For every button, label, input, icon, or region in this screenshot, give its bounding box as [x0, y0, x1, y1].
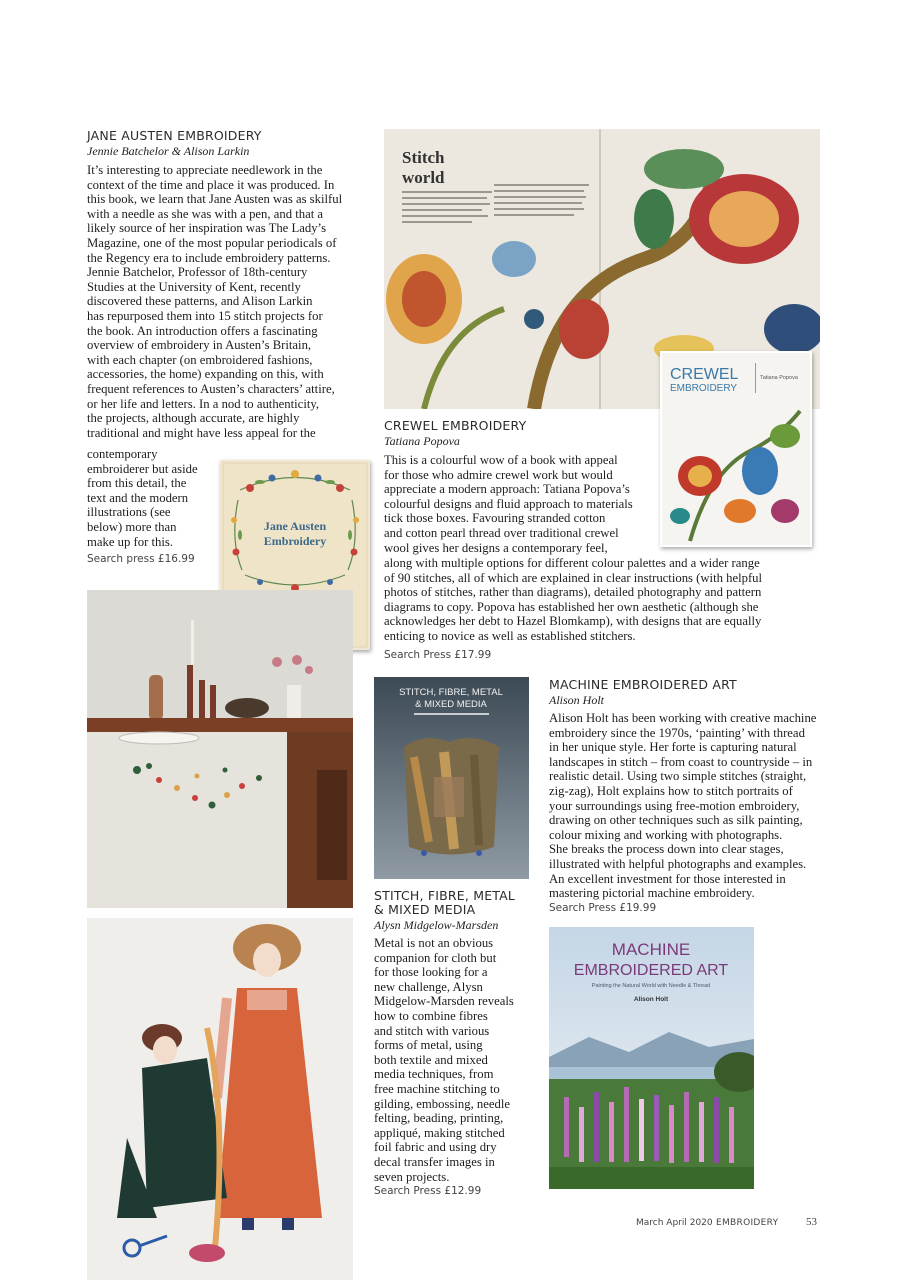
- stitch-fibre-body-line: how to combine fibres: [374, 1008, 488, 1023]
- machine-body-line: mastering pictorial machine embroidery.: [549, 886, 755, 901]
- jane-austen-body-line: Jennie Batchelor, Professor of 18th-century: [87, 265, 308, 280]
- jane-austen-body-line: It’s interesting to appreciate needlework in the: [87, 163, 323, 177]
- machine-body-line: zig-zag), Holt explains how to stitch portraits of: [549, 783, 793, 798]
- machine-cover-title-1: MACHINE: [611, 940, 691, 959]
- crewel-body-continued: [384, 556, 820, 644]
- jane-austen-body-line: embroiderer but aside: [87, 461, 198, 476]
- stitch-fibre-book-cover: [374, 677, 529, 879]
- machine-body-line: She breaks the process down into clear stages,: [549, 842, 784, 857]
- crewel-title: CREWEL EMBROIDERY: [384, 418, 527, 433]
- crewel-cover-title-1: CREWEL: [670, 366, 739, 383]
- stitch-fibre-author: Alysn Midgelow-Marsden: [374, 918, 499, 932]
- machine-price: Search Press £19.99: [549, 902, 657, 914]
- jane-austen-body-line: Studies at the University of Kent, recently: [87, 279, 301, 294]
- stitch-fibre-price: Search Press £12.99: [374, 1185, 482, 1197]
- machine-book-cover: [549, 927, 754, 1189]
- stitch-fibre-body-line: and stitch with various: [374, 1023, 490, 1038]
- machine-body-line: in her unique style. Her forte is capturing natural: [549, 740, 797, 755]
- jane-austen-body-line: Magazine, one of the most popular periodicals of: [87, 235, 337, 250]
- jane-austen-body-line: text and the modern: [87, 490, 189, 505]
- crewel-author: Tatiana Popova: [384, 434, 460, 448]
- jane-austen-body-line: the Regency era to include embroidery patterns.: [87, 250, 331, 265]
- stitch-fibre-body-line: foil fabric and using dry: [374, 1140, 497, 1155]
- jane-austen-body-line: with a needle as she was with a pen, and that a: [87, 206, 324, 221]
- jane-austen-body-continued: [87, 447, 222, 549]
- jane-austen-authors: Jennie Batchelor & Alison Larkin: [87, 144, 250, 158]
- jane-austen-body-line: discovered these patterns, and Alison Larkin: [87, 294, 313, 309]
- machine-body-line: realistic detail. Using two simple stitches (straight,: [549, 769, 807, 784]
- tablecloth-photo: [87, 590, 353, 908]
- jane-austen-body-line: contemporary: [87, 447, 158, 461]
- crewel-body-line: acknowledges her debt to Hazel Blomkamp), with designs that are equally: [384, 614, 762, 629]
- jane-austen-body-line: illustrations (see: [87, 505, 171, 520]
- machine-body-line: Alison Holt has been working with creative machine: [549, 711, 817, 725]
- jane-austen-body-line: has repurposed them into 15 stitch projects for: [87, 308, 323, 323]
- stitch-fibre-body-line: Metal is not an obvious: [374, 936, 494, 950]
- stitch-cover-title-1: STITCH, FIBRE, METAL: [399, 687, 503, 698]
- stitch-fibre-body-line: forms of metal, using: [374, 1038, 483, 1053]
- crewel-body-line: wool gives her designs a contemporary feel,: [384, 540, 608, 555]
- jane-austen-cover-title-1: Jane Austen: [263, 519, 327, 533]
- footer-issue: March April 2020: [636, 1218, 713, 1228]
- stitch-fibre-body-line: new challenge, Alysn: [374, 979, 483, 994]
- stitch-fibre-body: [374, 936, 534, 1184]
- machine-body-line: landscapes in stitch – from coast to countryside – in: [549, 754, 813, 769]
- stitch-fibre-body-line: seven projects.: [374, 1169, 450, 1184]
- jane-austen-body-line: from this detail, the: [87, 476, 187, 491]
- machine-body-line: colour mixing and working with photographs.: [549, 827, 783, 842]
- machine-cover-author: Alison Holt: [633, 996, 669, 1003]
- footer-magazine: EMBROIDERY: [716, 1218, 779, 1228]
- machine-body-line: illustrated with helpful photographs and examples.: [549, 856, 807, 871]
- crewel-body-line: photos of stitches, rather than diagrams), detailed photography and pattern: [384, 585, 762, 600]
- crewel-price: Search Press £17.99: [384, 649, 492, 661]
- jane-austen-price: Search press £16.99: [87, 553, 195, 565]
- stitch-fibre-body-line: media techniques, from: [374, 1067, 494, 1082]
- jane-austen-body-line: or her life and letters. In a nod to authenticity,: [87, 396, 320, 411]
- crewel-body-line: enticing to novice as well as established stitchers.: [384, 628, 636, 643]
- stitch-fibre-body-line: decal transfer images in: [374, 1154, 495, 1169]
- stitch-fibre-body-line: felting, beading, printing,: [374, 1111, 504, 1126]
- machine-body-line: An excellent investment for those interested in: [549, 871, 786, 886]
- stitch-fibre-body-line: free machine stitching to: [374, 1081, 500, 1096]
- stitch-fibre-body-line: Midgelow-Marsden reveals: [374, 994, 514, 1009]
- stitch-fibre-body-line: both textile and mixed: [374, 1052, 488, 1067]
- crewel-body-line: of 90 stitches, all of which are explained in clear instructions (with helpful: [384, 570, 763, 585]
- stitch-cover-title-2: & MIXED MEDIA: [415, 699, 487, 710]
- crewel-body-line: tick those boxes. Favouring stranded cotton: [384, 511, 606, 526]
- jane-austen-body-line: overview of embroidery in Austen’s Britain,: [87, 338, 312, 353]
- jane-austen-body-line: frequent references to Austen’s characters’ attire,: [87, 381, 335, 396]
- jane-austen-body-line: this book, we learn that Jane Austen was as skilful: [87, 192, 343, 207]
- machine-body-line: your surroundings using free-motion embroidery,: [549, 798, 800, 813]
- crewel-book-cover: [660, 351, 812, 547]
- jane-austen-body-line: below) more than: [87, 519, 177, 534]
- jane-austen-body-line: with each chapter (on embroidered fashions,: [87, 352, 313, 367]
- crewel-spread-heading-2: world: [402, 168, 445, 187]
- stitch-fibre-body-line: gilding, embossing, needle: [374, 1096, 511, 1111]
- machine-body-line: embroidery since the 1970s, ‘painting’ with thread: [549, 725, 805, 740]
- machine-body-line: drawing on other techniques such as silk painting,: [549, 813, 803, 828]
- crewel-spread-heading-1: Stitch: [402, 148, 445, 167]
- jane-austen-body-line: make up for this.: [87, 534, 173, 549]
- footer-page-number: 53: [806, 1216, 817, 1228]
- crewel-body-line: This is a colourful wow of a book with appeal: [384, 453, 618, 467]
- stitch-fibre-title-1: STITCH, FIBRE, METAL: [374, 888, 516, 903]
- crewel-cover-title-2: EMBROIDERY: [670, 383, 738, 394]
- crewel-body-line: colourful designs and fluid approach to materials: [384, 496, 633, 511]
- jane-austen-body-line: accessories, the home) expanding on this, with: [87, 367, 324, 382]
- machine-title: MACHINE EMBROIDERED ART: [549, 677, 737, 692]
- stitch-fibre-title-2: & MIXED MEDIA: [374, 902, 476, 917]
- jane-austen-body-line: context of the time and place it was produced. In: [87, 177, 335, 192]
- jane-austen-body-line: the book. An introduction offers a fascinating: [87, 323, 318, 338]
- machine-body: [549, 711, 824, 901]
- crewel-cover-author: Tatiana Popova: [760, 375, 798, 381]
- crewel-body: [384, 453, 659, 555]
- stitch-fibre-body-line: for those looking for a: [374, 965, 488, 980]
- jane-austen-cover-title-2: Embroidery: [263, 534, 327, 548]
- stitch-fibre-body-line: companion for cloth but: [374, 950, 497, 965]
- crewel-body-line: along with multiple options for different colour palettes and a wider range: [384, 556, 760, 570]
- austen-illustration-photo: [87, 918, 353, 1280]
- crewel-body-line: and cotton pearl thread over traditional crewel: [384, 525, 619, 540]
- machine-author: Alison Holt: [549, 693, 605, 707]
- stitch-fibre-body-line: appliqué, making stitched: [374, 1125, 505, 1140]
- jane-austen-body: [87, 163, 357, 440]
- jane-austen-body-line: the projects, although accurate, are highly: [87, 411, 300, 426]
- jane-austen-body-line: traditional and might have less appeal for the: [87, 425, 316, 440]
- jane-austen-title: JANE AUSTEN EMBROIDERY: [87, 128, 262, 143]
- crewel-body-line: for those who admire crewel work but would: [384, 467, 613, 482]
- crewel-body-line: appreciate a modern approach: Tatiana Popova’s: [384, 482, 630, 497]
- crewel-body-line: diagrams to copy. Popova has established her own aesthetic (although she: [384, 599, 759, 614]
- machine-cover-title-2: EMBROIDERED ART: [573, 962, 729, 979]
- machine-cover-subtitle: Painting the Natural World with Needle & Thread: [591, 983, 711, 989]
- jane-austen-body-line: likely source of her inspiration was The Lady’s: [87, 221, 327, 236]
